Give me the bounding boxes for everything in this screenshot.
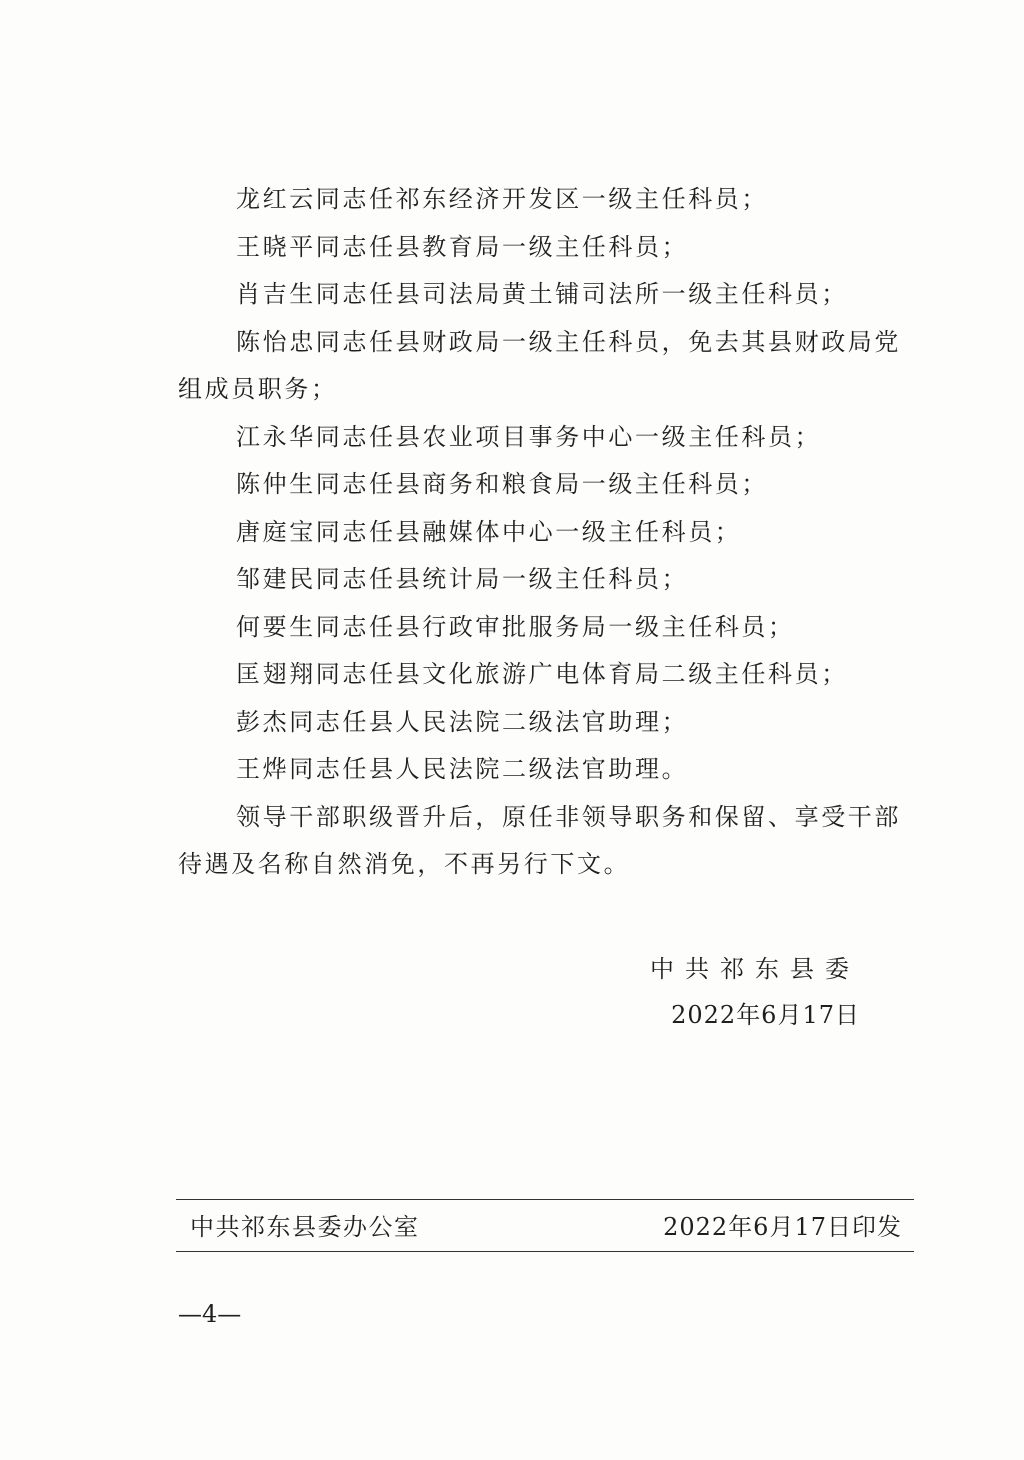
appointment-item: 匡翅翔同志任县文化旅游广电体育局二级主任科员； [236,660,848,688]
appointment-item: 何要生同志任县行政审批服务局一级主任科员； [236,612,795,641]
page-number: —4— [178,1300,242,1328]
appointment-item: 陈怡忠同志任县财政局一级主任科员，免去其县财政局党组成员职务； [178,327,901,403]
appointment-item: 江永华同志任县农业项目事务中心一级主任科员； [236,422,822,451]
footer-bottom-rule [176,1251,914,1252]
appointment-item: 邹建民同志任县统计局一级主任科员； [236,565,689,593]
appointment-item: 肖吉生同志任县司法局黄土铺司法所一级主任科员； [236,280,848,308]
appointment-item: 王晓平同志任县教育局一级主任科员； [236,232,689,261]
issuer-name: 中共祁东县委办公室 [190,1213,420,1241]
appointment-item: 彭杰同志任县人民法院二级法官助理； [236,707,689,736]
footer-top-rule [176,1199,914,1200]
appointment-item: 陈仲生同志任县商务和粮食局一级主任科员； [236,470,768,498]
document-body [178,176,913,889]
signature-date: 2022年6月17日 [671,1001,860,1029]
issue-date: 2022年6月17日印发 [663,1213,902,1241]
signature-block [560,946,860,1038]
appointment-item: 龙红云同志任祁东经济开发区一级主任科员； [236,185,768,213]
appointment-item: 唐庭宝同志任县融媒体中心一级主任科员； [236,517,742,546]
closing-note: 领导干部职级晋升后，原任非领导职务和保留、享受干部待遇及名称自然消免，不再另行下文。 [178,802,901,878]
appointment-item: 王烨同志任县人民法院二级法官助理。 [236,755,689,783]
issuance-footer [190,1209,902,1245]
signature-organization: 中共祁东县委 [650,955,860,983]
